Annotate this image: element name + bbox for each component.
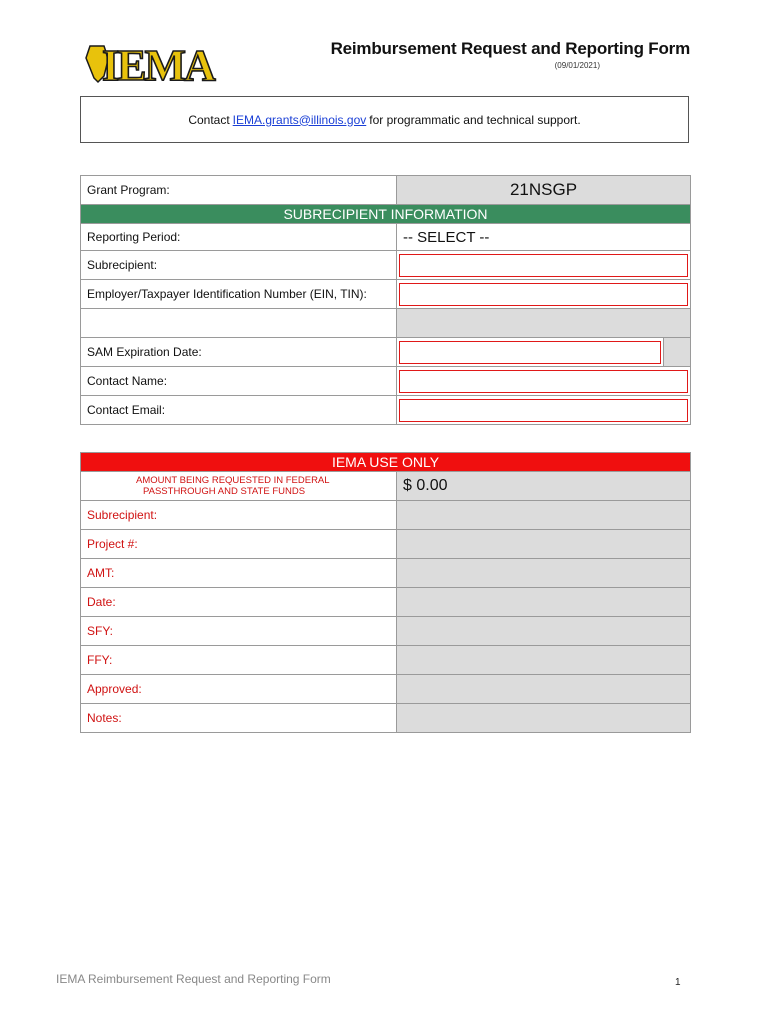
iema-date-label: Date: (81, 588, 397, 617)
sam-expiration-field[interactable] (397, 338, 664, 367)
sam-side-cell (664, 338, 691, 367)
iema-amt-label: AMT: (81, 559, 397, 588)
contact-prefix: Contact (188, 112, 230, 127)
amount-label-line2: PASSTHROUGH AND STATE FUNDS (143, 486, 306, 497)
subrecipient-field[interactable] (397, 251, 691, 280)
iema-project-field[interactable] (397, 530, 691, 559)
iema-ffy-label: FFY: (81, 646, 397, 675)
grant-program-value[interactable]: 21NSGP (397, 176, 691, 205)
logo-text: IEMA (102, 41, 214, 86)
iema-amt-field[interactable] (397, 559, 691, 588)
sam-expiration-input[interactable] (399, 341, 661, 364)
subrecipient-label: Subrecipient: (81, 251, 397, 280)
iema-project-label: Project #: (81, 530, 397, 559)
iema-subrecipient-field[interactable] (397, 501, 691, 530)
reporting-period-select[interactable]: -- SELECT -- (397, 224, 691, 251)
iema-sfy-field[interactable] (397, 617, 691, 646)
subrecipient-section-header: SUBRECIPIENT INFORMATION (81, 205, 691, 224)
iema-notes-label: Notes: (81, 704, 397, 733)
ein-field[interactable] (397, 280, 691, 309)
iema-section-header: IEMA USE ONLY (81, 453, 691, 472)
amount-requested-value: $ 0.00 (397, 472, 691, 501)
subrecipient-table (80, 175, 691, 425)
footer-text: IEMA Reimbursement Request and Reporting Form (56, 972, 331, 986)
amount-label-line1: AMOUNT BEING REQUESTED IN FEDERAL (136, 475, 330, 486)
sam-expiration-label: SAM Expiration Date: (81, 338, 397, 367)
contact-suffix: for programmatic and technical support. (369, 112, 581, 127)
blank-label (81, 309, 397, 338)
contact-box (80, 96, 689, 143)
subrecipient-input[interactable] (399, 254, 688, 277)
ein-input[interactable] (399, 283, 688, 306)
iema-use-only-table (80, 452, 691, 733)
contact-email-input[interactable] (399, 399, 688, 422)
contact-name-label: Contact Name: (81, 367, 397, 396)
iema-approved-field[interactable] (397, 675, 691, 704)
contact-name-field[interactable] (397, 367, 691, 396)
blank-gray-field (397, 309, 691, 338)
iema-logo (84, 38, 240, 86)
reporting-period-label: Reporting Period: (81, 224, 397, 251)
iema-approved-label: Approved: (81, 675, 397, 704)
contact-email-field[interactable] (397, 396, 691, 425)
contact-name-input[interactable] (399, 370, 688, 393)
iema-sfy-label: SFY: (81, 617, 397, 646)
iema-date-field[interactable] (397, 588, 691, 617)
iema-subrecipient-label: Subrecipient: (81, 501, 397, 530)
form-date: (09/01/2021) (554, 61, 600, 70)
amount-requested-label (81, 472, 397, 501)
ein-label: Employer/Taxpayer Identification Number (EIN, TIN): (81, 280, 397, 309)
grant-program-label: Grant Program: (81, 176, 397, 205)
contact-email-label: Contact Email: (81, 396, 397, 425)
iema-ffy-field[interactable] (397, 646, 691, 675)
iema-notes-field[interactable] (397, 704, 691, 733)
contact-email-link[interactable]: IEMA.grants@illinois.gov (232, 112, 367, 127)
form-title: Reimbursement Request and Reporting Form (330, 39, 690, 58)
page-number: 1 (675, 977, 681, 988)
